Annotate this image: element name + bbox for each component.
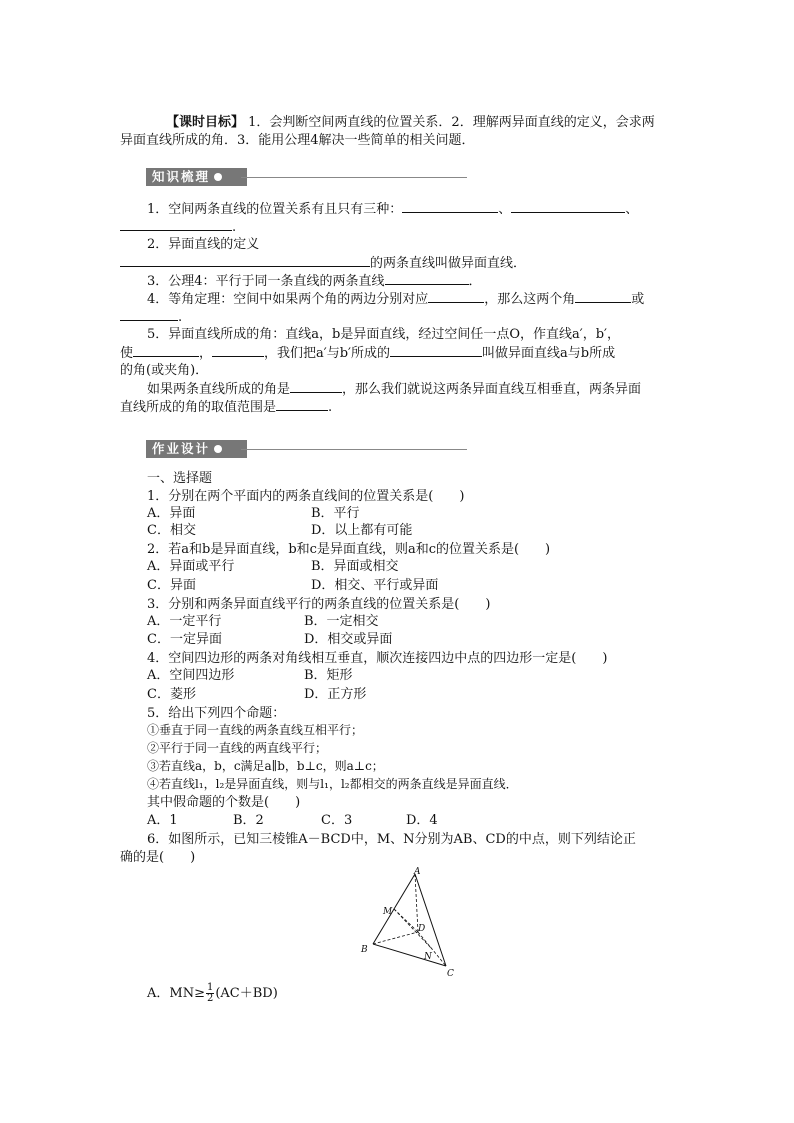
segment-md <box>394 909 418 932</box>
vertex-label-a: A <box>414 867 421 877</box>
q5-prop-4: ④若直线l₁，l₂是异面直线，则与l₁，l₂都相交的两条直线是异面直线． <box>147 777 518 791</box>
q5-option-a: A．1 <box>147 813 178 828</box>
q1-option-c: C．相交 <box>147 523 196 538</box>
para-2: 直线所成的角的取值范围是 . <box>120 400 333 415</box>
blank-7 <box>575 290 631 303</box>
q3-option-c: C．一定异面 <box>147 632 222 647</box>
question-3: 3．分别和两条异面直线平行的两条直线的位置关系是( ) <box>147 597 491 612</box>
item-3: 3．公理4：平行于同一条直线的两条直线 ． <box>147 274 482 289</box>
section-rule <box>241 449 467 450</box>
question-5: 5．给出下列四个命题： <box>147 706 286 721</box>
q5-prop-1: ①垂直于同一直线的两条直线互相平行； <box>147 723 364 737</box>
item-5-cont2: 的角(或夹角)． <box>120 363 209 378</box>
q3-option-d: D．相交或异面 <box>304 632 393 647</box>
blank-6 <box>428 290 484 303</box>
blank-9 <box>133 344 199 357</box>
blank-8 <box>120 308 178 321</box>
item-1-cont: . <box>120 218 236 236</box>
q5-option-c: C．3 <box>321 813 353 828</box>
q4-option-d: D．正方形 <box>304 687 367 702</box>
question-4: 4．空间四边形的两条对角线相互垂直，顺次连接四边中点的四边形一定是( ) <box>147 651 608 666</box>
item-5-cont: 使 ， ，我们把a′与b′所成的 叫做异面直线a与b所成 <box>120 346 616 361</box>
para-1: 如果两条直线所成的角是 ，那么我们就说这两条异面直线互相垂直，两条异面 <box>147 382 642 397</box>
q3-option-b: B．一定相交 <box>304 614 379 629</box>
q5-option-b: B．2 <box>233 813 264 828</box>
fraction-half: $\frac{1}{2}$ <box>206 982 214 1004</box>
q4-option-c: C．菱形 <box>147 687 196 702</box>
question-6-cont: 确的是( ) <box>120 850 196 865</box>
bullet-dot-icon <box>214 173 222 181</box>
q2-option-d: D．相交、平行或异面 <box>311 578 439 593</box>
q5-prop-2: ②平行于同一直线的两直线平行； <box>147 741 328 755</box>
item-5: 5．异面直线所成的角：直线a，b是异面直线，经过空间任一点O，作直线a′，b′， <box>147 327 620 342</box>
q1-option-d: D．以上都有可能 <box>311 523 413 538</box>
q5-option-d: D．4 <box>406 813 438 828</box>
bullet-dot-icon <box>214 445 222 453</box>
blank-3 <box>120 218 232 231</box>
vertex-label-d: D <box>418 924 426 934</box>
q1-option-b: B．平行 <box>311 506 360 521</box>
q1-option-a: A．异面 <box>147 506 196 521</box>
item-4: 4．等角定理：空间中如果两个角的两边分别对应 ，那么这两个角 或 <box>147 292 645 307</box>
section-header-homework: 作业设计 <box>146 440 247 458</box>
q2-option-b: B．异面或相交 <box>311 559 399 574</box>
blank-11 <box>390 344 482 357</box>
objectives-line1: 【课时目标】 1．会判断空间两直线的位置关系．2．理解两异面直线的定义，会求两 <box>166 115 655 130</box>
vertex-label-c: C <box>447 969 454 978</box>
tetrahedron-figure <box>358 866 466 978</box>
question-6: 6．如图所示，已知三棱锥A－BCD中，M、N分别为AB、CD的中点，则下列结论正 <box>147 832 636 847</box>
blank-1 <box>402 200 498 213</box>
point-label-m: M <box>383 907 393 917</box>
blank-2 <box>511 200 625 213</box>
q2-option-c: C．异面 <box>147 578 196 593</box>
q3-option-a: A．一定平行 <box>147 614 222 629</box>
q4-option-b: B．矩形 <box>304 668 353 683</box>
q5-ask: 其中假命题的个数是( ) <box>147 795 301 810</box>
q4-option-a: A．空间四边形 <box>147 668 235 683</box>
blank-12 <box>290 380 342 393</box>
section-rule <box>241 177 467 178</box>
item-2-cont: 的两条直线叫做异面直线． <box>120 254 526 272</box>
edge-bc <box>373 944 446 966</box>
blank-5 <box>385 272 469 285</box>
item-2: 2．异面直线的定义 <box>147 237 260 252</box>
blank-4 <box>120 254 370 267</box>
segment-mn <box>394 909 432 949</box>
blank-10 <box>212 344 264 357</box>
objectives-line2: 异面直线所成的角．3．能用公理4解决一些简单的相关问题． <box>120 133 475 148</box>
vertex-label-b: B <box>361 945 368 955</box>
question-2: 2．若a和b是异面直线，b和c是异面直线，则a和c的位置关系是( ) <box>147 542 551 557</box>
type-heading: 一、选择题 <box>147 471 213 486</box>
blank-13 <box>276 398 328 411</box>
section-header-knowledge: 知识梳理 <box>146 168 247 186</box>
q2-option-a: A．异面或平行 <box>147 559 235 574</box>
item-4-cont: . <box>120 308 182 326</box>
item-1: 1．空间两条直线的位置关系有且只有三种： 、 、 <box>147 202 639 217</box>
objectives-label: 【课时目标】 <box>166 115 245 130</box>
question-1: 1．分别在两个平面内的两条直线间的位置关系是( ) <box>147 489 465 504</box>
q5-prop-3: ③若直线a，b，c满足a∥b，b⊥c，则a⊥c； <box>147 759 384 773</box>
point-label-n: N <box>424 952 432 962</box>
edge-bd <box>373 932 418 944</box>
q6-option-a: A．MN≥ $\frac{1}{2}$ (AC＋BD) <box>147 982 278 1004</box>
